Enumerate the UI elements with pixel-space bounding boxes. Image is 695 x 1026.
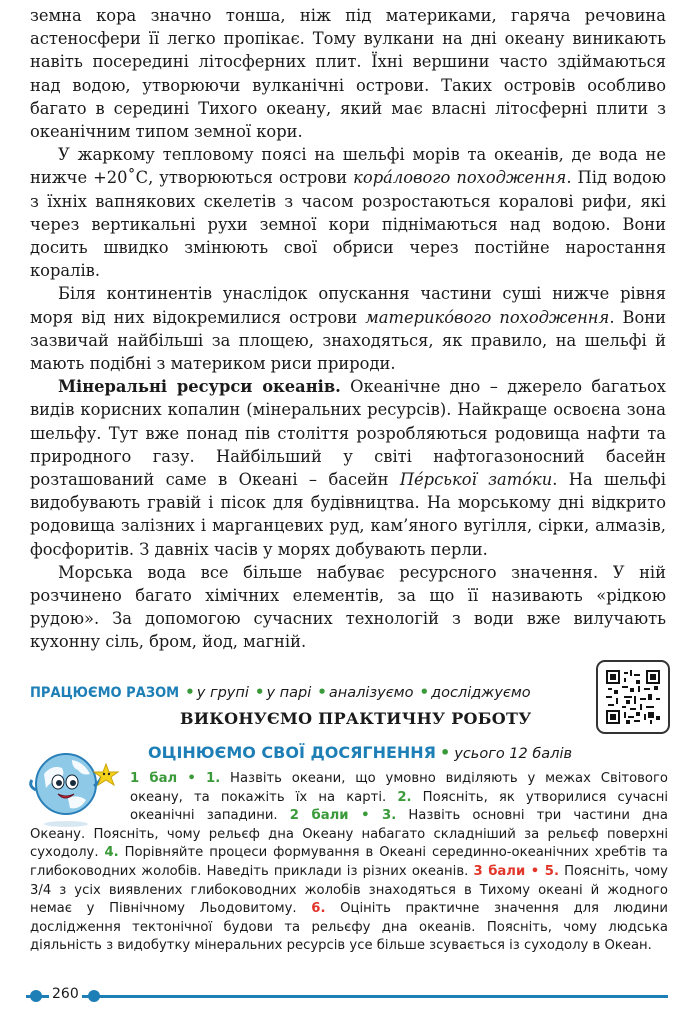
p2-term: кора́лового походження [353,168,567,188]
assessment-title: ОЦІНЮЄМО СВОЇ ДОСЯГНЕННЯ [148,743,436,762]
task-1-text: Назвіть океани, що умовно виділяють у межах Світового [220,771,668,786]
task-number: 5. [544,863,559,879]
mode-pair: у парі [266,685,312,701]
paragraph-2 [30,143,666,282]
p3-text-b: . Вони зазвичай найбільші за площею, знаходяться, як правило, на шельфі й мають подібні з материком риси природи. [30,307,666,374]
task-number: 4. [104,845,119,861]
p2-text-b: . Під водою з їхніх вапнякових скелетів з часом розростаються коралові рифи, які через вертикальні рухи земної кори піднімаються над водою. Вони досить швидко змінюють свої обриси через постійне наростання коралів. [30,168,666,281]
p4-text-b: . На шельфі видобувають гравій і пісок для будівництва. На морському дні відкрито родовища залізних і марганцевих руд, кам’яного вугілля, сірки, алмазів, фосфоритів. З давніх часів у морях добувають перли. [30,470,666,559]
task-number: 6. [311,901,326,917]
paragraph-3 [30,282,666,375]
task-number: 3. [382,808,397,824]
bullet: • [440,743,451,762]
p3-term: материко́вого походження [365,307,610,327]
task-2-text: Поясніть, як утворилися сучасні [411,789,668,805]
p2-text-a: У жаркому тепловому поясі на шельфі морів та океанів, де вода не нижче +20˚С, утворюються острови [30,145,666,188]
page-number: 260 [49,986,82,1002]
task-6-text: Оцініть практичне значення для людини дослідження тектонічної будови та рельєфу дна океанів. Поясніть, чому людська діяльність з видобутку мінеральних ресурсів усе більше зсувається із суходолу в Океан. [30,901,668,954]
bullet: • [185,683,195,701]
assessment-total: усього 12 балів [454,746,573,762]
footer-rule [26,995,668,998]
work-together-bar [30,682,590,701]
score-3-badge: 3 бали [473,863,526,879]
practical-work-heading: ВИКОНУЄМО ПРАКТИЧНУ РОБОТУ [180,709,532,728]
footer-dot [30,990,42,1002]
work-together-heading: ПРАЦЮЄМО РАЗОМ [30,685,180,701]
task-1-text-cont: океану, та покажіть їх на карті. [130,789,387,805]
bullet: • [254,683,265,701]
task-line: океанічні западини. 2 бали • 3. Назвіть основні три частини дна [130,808,668,824]
main-text [30,4,666,654]
task-4-text: Порівняйте процеси формування в Океані серединно-океанічних хребтів та глибоководних жолобів. Наведіть приклади із різних океанів. [30,845,668,879]
bullet: • [317,683,327,701]
assessment-heading [148,743,572,762]
p4-term: Пе́рської зато́ки [399,470,553,490]
mode-analyze: аналізуємо [328,685,414,701]
task-2-text-cont: океанічні западини. [130,808,278,824]
task-line: 1 бал • 1. Назвіть океани, що умовно виділяють у межах Світового [130,771,668,786]
paragraph-1: земна кора значно тонша, ніж під материками, гаряча речовина астеносфери її легко пропікає. Тому вулкани на дні океану виникають навіть посередині літосферних плит. Їхні вершини часто здіймаються над водою, утворюючи вулканічні острови. Таких островів особливо багато в середині Тихого океану, який має власні літосферні плити з океанічним типом земної кори. [30,6,666,142]
mode-research: досліджуємо [431,685,531,701]
task-block: Океану. Поясніть, чому рельєф дна Океану набагато складніший за рельєф поверхні суходолу. 4. Порівняйте процеси формування в Океані серединно-океанічних хребтів та глибоководних жолобів. Наведіть приклади із різних океанів. 3 бали • 5. Поясніть, чому 3/4 з усіх виявлених глибоководних жолобів знаходяться в Тихому океані й жодного немає у Північному Льодовитому. 6. Оцініть практичне значення для людини дослідження тектонічної будови та рельєфу дна океанів. Поясніть, чому людська діяльність з видобутку мінеральних ресурсів усе більше зсувається із суходолу в Океан. [30,826,668,954]
footer-dot [88,990,100,1002]
task-3-text: Назвіть основні три частини дна [396,808,668,824]
qr-code-icon[interactable] [596,660,670,734]
task-number: 2. [397,789,412,805]
task-number: 1. [206,771,221,786]
paragraph-4 [30,375,666,561]
mode-group: у групі [196,685,249,701]
bullet: • [419,683,430,701]
score-2-badge: 2 бали [289,808,349,824]
score-1-badge: 1 бал [130,771,178,786]
p3-text-a: Біля континентів унаслідок опускання частини суші нижче рівня моря від них відокремилися острови [30,284,666,327]
task-3-text-cont: Океану. Поясніть, чому рельєф дна Океану набагато складніший за рельєф поверхні суходолу. [30,826,668,861]
task-line [30,789,668,808]
p4-text-a: Океанічне дно – джерело багатьох видів корисних копалин (мінеральних ресурсів). Найкраще освоєна зона шельфу. Тут вже понад пів століття розробляються родовища нафти та природного газу. Найбільший у світі нафтогазоносний басейн розташований саме в Океані – басейн [30,377,666,490]
paragraph-5: Морська вода все більше набуває ресурсного значення. У ній розчинено багато хімічних елементів, за що її називають «рідкою рудою». За допомогою сучасних технологій з води вже вилучають кухонну сіль, бром, йод, магній. [30,562,666,652]
task-5-text: Поясніть, чому 3/4 з усіх виявлених глибоководних жолобів знаходяться в Тихому океані й жодного немає у Північному Льодовитому. [30,863,668,917]
assessment-tasks [30,770,668,956]
section-heading-mineral-resources: Мінеральні ресурси океанів. [58,377,341,397]
